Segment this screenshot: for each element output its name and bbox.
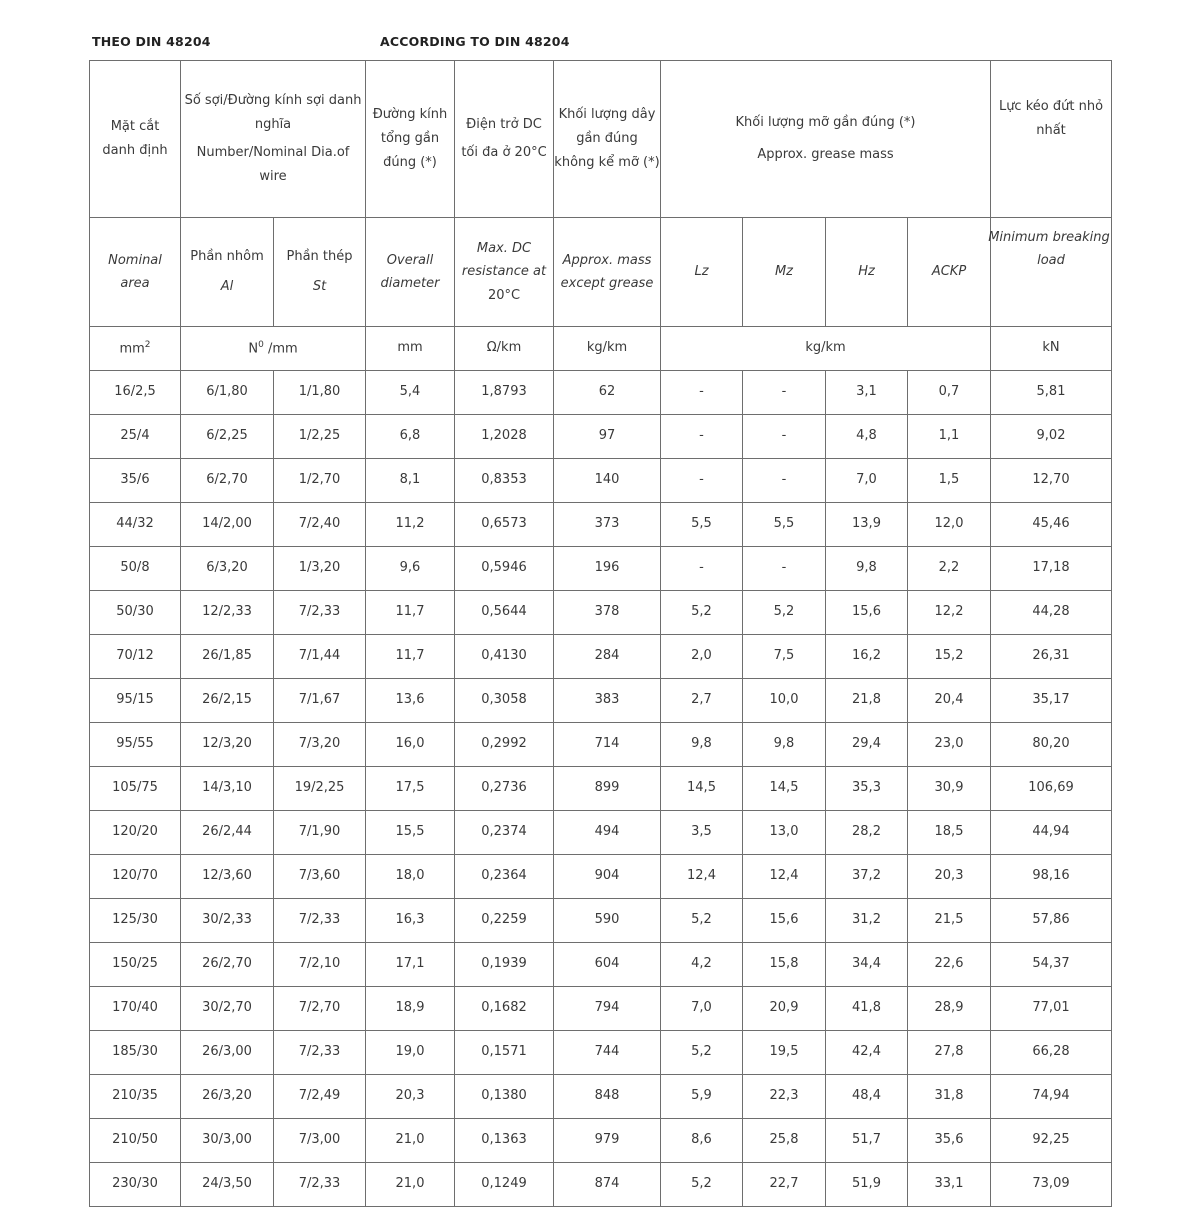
cell-dc-resistance: 0,4130 bbox=[455, 635, 554, 679]
cell-overall-diameter: 20,3 bbox=[366, 1075, 455, 1119]
cell-grease-mz: 13,0 bbox=[743, 811, 826, 855]
cell-mass: 874 bbox=[554, 1163, 661, 1207]
table-row bbox=[90, 987, 1112, 1031]
header-text: Lực kéo đứt nhỏ bbox=[998, 99, 1104, 114]
cell-grease-mz: 20,9 bbox=[743, 987, 826, 1031]
unit-mass: kg/km bbox=[554, 327, 661, 371]
col-grease-lz: Lz bbox=[661, 218, 743, 327]
cell-st-wires: 1/2,25 bbox=[274, 415, 366, 459]
cell-overall-diameter: 5,4 bbox=[366, 371, 455, 415]
cell-grease-ackp: 2,2 bbox=[908, 547, 991, 591]
cell-grease-lz: 2,7 bbox=[661, 679, 743, 723]
header-text: 20°C bbox=[487, 287, 521, 303]
cell-st-wires: 7/3,60 bbox=[274, 855, 366, 899]
header-text: Approx. grease mass bbox=[757, 147, 894, 162]
col-grease-hz: Hz bbox=[826, 218, 908, 327]
cell-grease-mz: 25,8 bbox=[743, 1119, 826, 1163]
cell-al-wires: 24/3,50 bbox=[181, 1163, 274, 1207]
table-row bbox=[90, 547, 1112, 591]
cell-mass: 383 bbox=[554, 679, 661, 723]
cell-mass: 494 bbox=[554, 811, 661, 855]
cell-al-wires: 12/3,60 bbox=[181, 855, 274, 899]
cell-overall-diameter: 17,5 bbox=[366, 767, 455, 811]
cell-st-wires: 7/2,70 bbox=[274, 987, 366, 1031]
cell-al-wires: 26/3,00 bbox=[181, 1031, 274, 1075]
cell-overall-diameter: 9,6 bbox=[366, 547, 455, 591]
header-text: Nominal bbox=[108, 252, 162, 268]
header-row-vietnamese bbox=[90, 61, 1112, 218]
cell-nominal-area: 210/50 bbox=[90, 1119, 181, 1163]
cell-grease-lz: 8,6 bbox=[661, 1119, 743, 1163]
cell-al-wires: 30/2,33 bbox=[181, 899, 274, 943]
cell-overall-diameter: 11,2 bbox=[366, 503, 455, 547]
header-text: except grease bbox=[560, 276, 654, 291]
cell-dc-resistance: 1,2028 bbox=[455, 415, 554, 459]
header-text: Overall bbox=[386, 252, 434, 268]
cell-al-wires: 26/2,44 bbox=[181, 811, 274, 855]
header-text: Approx. mass bbox=[562, 252, 652, 268]
cell-st-wires: 7/2,33 bbox=[274, 1031, 366, 1075]
table-row bbox=[90, 855, 1112, 899]
cell-grease-ackp: 21,5 bbox=[908, 899, 991, 943]
cell-grease-hz: 13,9 bbox=[826, 503, 908, 547]
heading-theo-din: THEO DIN 48204 bbox=[92, 34, 211, 49]
cell-dc-resistance: 0,1380 bbox=[455, 1075, 554, 1119]
unit-text: mm bbox=[119, 341, 145, 357]
cell-nominal-area: 16/2,5 bbox=[90, 371, 181, 415]
cell-dc-resistance: 0,2736 bbox=[455, 767, 554, 811]
cell-grease-hz: 35,3 bbox=[826, 767, 908, 811]
col-grease-mass bbox=[661, 61, 991, 218]
header-text: Max. DC bbox=[476, 240, 532, 256]
cell-grease-lz: 14,5 bbox=[661, 767, 743, 811]
cell-grease-ackp: 18,5 bbox=[908, 811, 991, 855]
cell-mass: 604 bbox=[554, 943, 661, 987]
cell-al-wires: 26/2,70 bbox=[181, 943, 274, 987]
cell-nominal-area: 95/55 bbox=[90, 723, 181, 767]
cell-al-wires: 30/3,00 bbox=[181, 1119, 274, 1163]
cell-grease-hz: 48,4 bbox=[826, 1075, 908, 1119]
col-nominal-area-en bbox=[90, 218, 181, 327]
header-text: đúng (*) bbox=[383, 155, 437, 171]
cell-grease-mz: 9,8 bbox=[743, 723, 826, 767]
cell-st-wires: 7/2,33 bbox=[274, 591, 366, 635]
col-grease-mz: Mz bbox=[743, 218, 826, 327]
header-text: Khối lượng dây bbox=[558, 106, 656, 122]
cell-al-wires: 30/2,70 bbox=[181, 987, 274, 1031]
header-text: Khối lượng mỡ gần đúng (*) bbox=[735, 114, 916, 130]
cell-dc-resistance: 0,1363 bbox=[455, 1119, 554, 1163]
unit-superscript: 2 bbox=[144, 339, 151, 350]
cell-nominal-area: 50/30 bbox=[90, 591, 181, 635]
cell-grease-mz: - bbox=[743, 547, 826, 591]
cell-al-wires: 6/2,25 bbox=[181, 415, 274, 459]
cell-nominal-area: 95/15 bbox=[90, 679, 181, 723]
col-overall-diameter-en bbox=[366, 218, 455, 327]
cell-overall-diameter: 11,7 bbox=[366, 635, 455, 679]
cell-grease-ackp: 12,2 bbox=[908, 591, 991, 635]
header-text: resistance at bbox=[461, 264, 547, 280]
cell-al-wires: 14/3,10 bbox=[181, 767, 274, 811]
table-row bbox=[90, 459, 1112, 503]
cell-grease-hz: 51,7 bbox=[826, 1119, 908, 1163]
cell-grease-ackp: 15,2 bbox=[908, 635, 991, 679]
cell-st-wires: 7/2,33 bbox=[274, 899, 366, 943]
header-text: diameter bbox=[380, 276, 440, 291]
cell-grease-hz: 3,1 bbox=[826, 371, 908, 415]
cell-mass: 590 bbox=[554, 899, 661, 943]
cell-mass: 899 bbox=[554, 767, 661, 811]
cell-mass: 744 bbox=[554, 1031, 661, 1075]
cell-grease-lz: - bbox=[661, 547, 743, 591]
cell-grease-hz: 29,4 bbox=[826, 723, 908, 767]
unit-text: /mm bbox=[263, 341, 298, 357]
cell-breaking-load: 74,94 bbox=[991, 1075, 1112, 1119]
cell-overall-diameter: 8,1 bbox=[366, 459, 455, 503]
cell-overall-diameter: 18,9 bbox=[366, 987, 455, 1031]
cell-dc-resistance: 0,2992 bbox=[455, 723, 554, 767]
unit-grease: kg/km bbox=[661, 327, 991, 371]
cell-overall-diameter: 21,0 bbox=[366, 1119, 455, 1163]
cell-st-wires: 7/1,67 bbox=[274, 679, 366, 723]
cell-overall-diameter: 19,0 bbox=[366, 1031, 455, 1075]
cell-nominal-area: 150/25 bbox=[90, 943, 181, 987]
cell-grease-mz: 5,2 bbox=[743, 591, 826, 635]
cell-grease-hz: 21,8 bbox=[826, 679, 908, 723]
table-row bbox=[90, 679, 1112, 723]
cell-overall-diameter: 21,0 bbox=[366, 1163, 455, 1207]
header-text: Phần thép bbox=[286, 249, 353, 265]
cell-nominal-area: 120/20 bbox=[90, 811, 181, 855]
cell-st-wires: 1/3,20 bbox=[274, 547, 366, 591]
col-dc-resistance-vi bbox=[455, 61, 554, 218]
cell-mass: 378 bbox=[554, 591, 661, 635]
cell-overall-diameter: 6,8 bbox=[366, 415, 455, 459]
header-text: Mặt cắt bbox=[110, 118, 160, 134]
cell-grease-ackp: 1,1 bbox=[908, 415, 991, 459]
header-text: Số sợi/Đường kính sợi danh bbox=[184, 92, 362, 108]
cell-grease-lz: 5,2 bbox=[661, 1031, 743, 1075]
cell-breaking-load: 12,70 bbox=[991, 459, 1112, 503]
cell-mass: 794 bbox=[554, 987, 661, 1031]
header-text: Number/Nominal Dia.of bbox=[196, 145, 350, 160]
cell-al-wires: 26/3,20 bbox=[181, 1075, 274, 1119]
cell-st-wires: 7/2,49 bbox=[274, 1075, 366, 1119]
cell-breaking-load: 66,28 bbox=[991, 1031, 1112, 1075]
cell-nominal-area: 125/30 bbox=[90, 899, 181, 943]
cell-grease-ackp: 20,3 bbox=[908, 855, 991, 899]
cell-breaking-load: 57,86 bbox=[991, 899, 1112, 943]
cell-mass: 62 bbox=[554, 371, 661, 415]
cell-dc-resistance: 0,1249 bbox=[455, 1163, 554, 1207]
cell-dc-resistance: 0,1939 bbox=[455, 943, 554, 987]
col-breaking-load-vi bbox=[991, 61, 1112, 218]
col-overall-diameter-vi bbox=[366, 61, 455, 218]
cell-al-wires: 26/1,85 bbox=[181, 635, 274, 679]
cell-dc-resistance: 0,6573 bbox=[455, 503, 554, 547]
cell-st-wires: 7/3,20 bbox=[274, 723, 366, 767]
cell-nominal-area: 25/4 bbox=[90, 415, 181, 459]
header-text: tổng gần bbox=[380, 130, 440, 146]
cell-overall-diameter: 11,7 bbox=[366, 591, 455, 635]
cell-grease-ackp: 28,9 bbox=[908, 987, 991, 1031]
cell-nominal-area: 50/8 bbox=[90, 547, 181, 591]
cell-breaking-load: 5,81 bbox=[991, 371, 1112, 415]
cell-dc-resistance: 0,5644 bbox=[455, 591, 554, 635]
cell-grease-hz: 28,2 bbox=[826, 811, 908, 855]
cell-grease-lz: 5,9 bbox=[661, 1075, 743, 1119]
header-text: area bbox=[120, 276, 150, 291]
cell-dc-resistance: 0,1682 bbox=[455, 987, 554, 1031]
cell-grease-lz: 5,2 bbox=[661, 899, 743, 943]
cell-overall-diameter: 15,5 bbox=[366, 811, 455, 855]
cell-dc-resistance: 1,8793 bbox=[455, 371, 554, 415]
header-text: danh định bbox=[102, 143, 168, 158]
cell-al-wires: 26/2,15 bbox=[181, 679, 274, 723]
header-text: St bbox=[312, 279, 327, 294]
unit-area bbox=[90, 327, 181, 371]
cell-grease-mz: 15,8 bbox=[743, 943, 826, 987]
cell-grease-ackp: 27,8 bbox=[908, 1031, 991, 1075]
cell-breaking-load: 77,01 bbox=[991, 987, 1112, 1031]
header-text: load bbox=[1037, 253, 1065, 269]
cell-breaking-load: 35,17 bbox=[991, 679, 1112, 723]
cell-overall-diameter: 18,0 bbox=[366, 855, 455, 899]
cell-grease-mz: 15,6 bbox=[743, 899, 826, 943]
cell-mass: 284 bbox=[554, 635, 661, 679]
header-row-english bbox=[90, 218, 1112, 327]
cell-grease-ackp: 1,5 bbox=[908, 459, 991, 503]
header-text: không kể mỡ (*) bbox=[554, 155, 660, 171]
cell-al-wires: 12/3,20 bbox=[181, 723, 274, 767]
cell-grease-mz: - bbox=[743, 415, 826, 459]
col-grease-ackp: ACKP bbox=[908, 218, 991, 327]
table-row bbox=[90, 503, 1112, 547]
header-text: Điện trở DC bbox=[466, 116, 542, 132]
unit-load: kN bbox=[991, 327, 1112, 371]
header-text: gần đúng bbox=[576, 130, 638, 146]
cell-breaking-load: 92,25 bbox=[991, 1119, 1112, 1163]
header-text: Đường kính bbox=[372, 106, 448, 122]
cell-grease-lz: 5,5 bbox=[661, 503, 743, 547]
table-row bbox=[90, 635, 1112, 679]
spec-table bbox=[89, 60, 1112, 1207]
cell-grease-ackp: 30,9 bbox=[908, 767, 991, 811]
cell-dc-resistance: 0,2374 bbox=[455, 811, 554, 855]
cell-dc-resistance: 0,8353 bbox=[455, 459, 554, 503]
cell-overall-diameter: 16,0 bbox=[366, 723, 455, 767]
cell-breaking-load: 17,18 bbox=[991, 547, 1112, 591]
cell-grease-mz: 14,5 bbox=[743, 767, 826, 811]
header-text: nghĩa bbox=[254, 116, 292, 132]
cell-grease-mz: - bbox=[743, 371, 826, 415]
cell-mass: 196 bbox=[554, 547, 661, 591]
cell-st-wires: 1/1,80 bbox=[274, 371, 366, 415]
table-row bbox=[90, 371, 1112, 415]
cell-mass: 979 bbox=[554, 1119, 661, 1163]
unit-diameter: mm bbox=[366, 327, 455, 371]
cell-grease-mz: 5,5 bbox=[743, 503, 826, 547]
cell-overall-diameter: 16,3 bbox=[366, 899, 455, 943]
cell-nominal-area: 170/40 bbox=[90, 987, 181, 1031]
unit-text: N bbox=[248, 341, 259, 357]
cell-breaking-load: 44,28 bbox=[991, 591, 1112, 635]
cell-st-wires: 1/2,70 bbox=[274, 459, 366, 503]
cell-grease-hz: 34,4 bbox=[826, 943, 908, 987]
cell-grease-hz: 42,4 bbox=[826, 1031, 908, 1075]
cell-grease-hz: 7,0 bbox=[826, 459, 908, 503]
cell-grease-hz: 4,8 bbox=[826, 415, 908, 459]
cell-nominal-area: 210/35 bbox=[90, 1075, 181, 1119]
cell-st-wires: 7/3,00 bbox=[274, 1119, 366, 1163]
cell-grease-ackp: 20,4 bbox=[908, 679, 991, 723]
cell-st-wires: 7/2,33 bbox=[274, 1163, 366, 1207]
cell-grease-lz: 5,2 bbox=[661, 591, 743, 635]
cell-al-wires: 12/2,33 bbox=[181, 591, 274, 635]
table-row bbox=[90, 1031, 1112, 1075]
cell-overall-diameter: 13,6 bbox=[366, 679, 455, 723]
cell-grease-ackp: 35,6 bbox=[908, 1119, 991, 1163]
cell-grease-ackp: 12,0 bbox=[908, 503, 991, 547]
cell-breaking-load: 54,37 bbox=[991, 943, 1112, 987]
cell-dc-resistance: 0,2364 bbox=[455, 855, 554, 899]
cell-grease-lz: 9,8 bbox=[661, 723, 743, 767]
cell-breaking-load: 9,02 bbox=[991, 415, 1112, 459]
header-text: Phần nhôm bbox=[190, 249, 264, 265]
cell-al-wires: 6/2,70 bbox=[181, 459, 274, 503]
cell-grease-ackp: 33,1 bbox=[908, 1163, 991, 1207]
cell-mass: 97 bbox=[554, 415, 661, 459]
cell-dc-resistance: 0,2259 bbox=[455, 899, 554, 943]
cell-grease-hz: 51,9 bbox=[826, 1163, 908, 1207]
col-aluminium bbox=[181, 218, 274, 327]
cell-nominal-area: 230/30 bbox=[90, 1163, 181, 1207]
cell-st-wires: 7/2,10 bbox=[274, 943, 366, 987]
header-text: Minimum breaking bbox=[988, 230, 1110, 245]
col-steel bbox=[274, 218, 366, 327]
cell-breaking-load: 45,46 bbox=[991, 503, 1112, 547]
table-row bbox=[90, 767, 1112, 811]
cell-grease-lz: - bbox=[661, 459, 743, 503]
cell-grease-ackp: 23,0 bbox=[908, 723, 991, 767]
cell-breaking-load: 73,09 bbox=[991, 1163, 1112, 1207]
cell-grease-lz: - bbox=[661, 371, 743, 415]
cell-grease-hz: 37,2 bbox=[826, 855, 908, 899]
cell-al-wires: 14/2,00 bbox=[181, 503, 274, 547]
cell-nominal-area: 105/75 bbox=[90, 767, 181, 811]
col-wire-number-dia bbox=[181, 61, 366, 218]
cell-grease-hz: 15,6 bbox=[826, 591, 908, 635]
col-mass-en bbox=[554, 218, 661, 327]
cell-st-wires: 7/1,44 bbox=[274, 635, 366, 679]
header-text: Al bbox=[220, 279, 234, 294]
cell-mass: 904 bbox=[554, 855, 661, 899]
table-row bbox=[90, 943, 1112, 987]
cell-grease-mz: 12,4 bbox=[743, 855, 826, 899]
cell-grease-hz: 41,8 bbox=[826, 987, 908, 1031]
cell-grease-mz: 19,5 bbox=[743, 1031, 826, 1075]
cell-grease-ackp: 22,6 bbox=[908, 943, 991, 987]
cell-al-wires: 6/1,80 bbox=[181, 371, 274, 415]
cell-grease-lz: 2,0 bbox=[661, 635, 743, 679]
unit-number-dia bbox=[181, 327, 366, 371]
table-row bbox=[90, 1119, 1112, 1163]
cell-grease-mz: 7,5 bbox=[743, 635, 826, 679]
cell-breaking-load: 80,20 bbox=[991, 723, 1112, 767]
cell-st-wires: 7/2,40 bbox=[274, 503, 366, 547]
cell-st-wires: 19/2,25 bbox=[274, 767, 366, 811]
cell-overall-diameter: 17,1 bbox=[366, 943, 455, 987]
cell-mass: 140 bbox=[554, 459, 661, 503]
col-nominal-area-vi bbox=[90, 61, 181, 218]
cell-grease-ackp: 0,7 bbox=[908, 371, 991, 415]
cell-dc-resistance: 0,5946 bbox=[455, 547, 554, 591]
col-mass-vi bbox=[554, 61, 661, 218]
cell-grease-mz: 10,0 bbox=[743, 679, 826, 723]
cell-grease-hz: 9,8 bbox=[826, 547, 908, 591]
table-row bbox=[90, 899, 1112, 943]
unit-resistance: Ω/km bbox=[455, 327, 554, 371]
col-breaking-load-en bbox=[988, 218, 1112, 327]
cell-nominal-area: 44/32 bbox=[90, 503, 181, 547]
heading-according-din: ACCORDING TO DIN 48204 bbox=[380, 34, 570, 49]
table-row bbox=[90, 591, 1112, 635]
header-text: wire bbox=[259, 169, 287, 185]
cell-grease-lz: 12,4 bbox=[661, 855, 743, 899]
cell-nominal-area: 120/70 bbox=[90, 855, 181, 899]
cell-grease-hz: 16,2 bbox=[826, 635, 908, 679]
col-dc-resistance-en bbox=[455, 218, 554, 327]
cell-grease-ackp: 31,8 bbox=[908, 1075, 991, 1119]
table-row bbox=[90, 1075, 1112, 1119]
cell-al-wires: 6/3,20 bbox=[181, 547, 274, 591]
cell-st-wires: 7/1,90 bbox=[274, 811, 366, 855]
cell-grease-lz: 7,0 bbox=[661, 987, 743, 1031]
cell-mass: 373 bbox=[554, 503, 661, 547]
cell-dc-resistance: 0,1571 bbox=[455, 1031, 554, 1075]
table-row bbox=[90, 811, 1112, 855]
cell-mass: 848 bbox=[554, 1075, 661, 1119]
table-row bbox=[90, 415, 1112, 459]
cell-grease-mz: - bbox=[743, 459, 826, 503]
cell-grease-lz: 3,5 bbox=[661, 811, 743, 855]
units-row bbox=[90, 327, 1112, 371]
cell-grease-lz: - bbox=[661, 415, 743, 459]
cell-nominal-area: 185/30 bbox=[90, 1031, 181, 1075]
cell-grease-mz: 22,3 bbox=[743, 1075, 826, 1119]
cell-breaking-load: 44,94 bbox=[991, 811, 1112, 855]
cell-dc-resistance: 0,3058 bbox=[455, 679, 554, 723]
header-text: tối đa ở 20°C bbox=[461, 145, 547, 160]
cell-grease-hz: 31,2 bbox=[826, 899, 908, 943]
cell-breaking-load: 106,69 bbox=[991, 767, 1112, 811]
cell-breaking-load: 98,16 bbox=[991, 855, 1112, 899]
header-text: nhất bbox=[1036, 123, 1066, 139]
cell-nominal-area: 70/12 bbox=[90, 635, 181, 679]
cell-grease-lz: 5,2 bbox=[661, 1163, 743, 1207]
cell-mass: 714 bbox=[554, 723, 661, 767]
unit-superscript: 0 bbox=[258, 339, 264, 350]
table-row bbox=[90, 723, 1112, 767]
cell-grease-lz: 4,2 bbox=[661, 943, 743, 987]
cell-breaking-load: 26,31 bbox=[991, 635, 1112, 679]
cell-nominal-area: 35/6 bbox=[90, 459, 181, 503]
cell-grease-mz: 22,7 bbox=[743, 1163, 826, 1207]
